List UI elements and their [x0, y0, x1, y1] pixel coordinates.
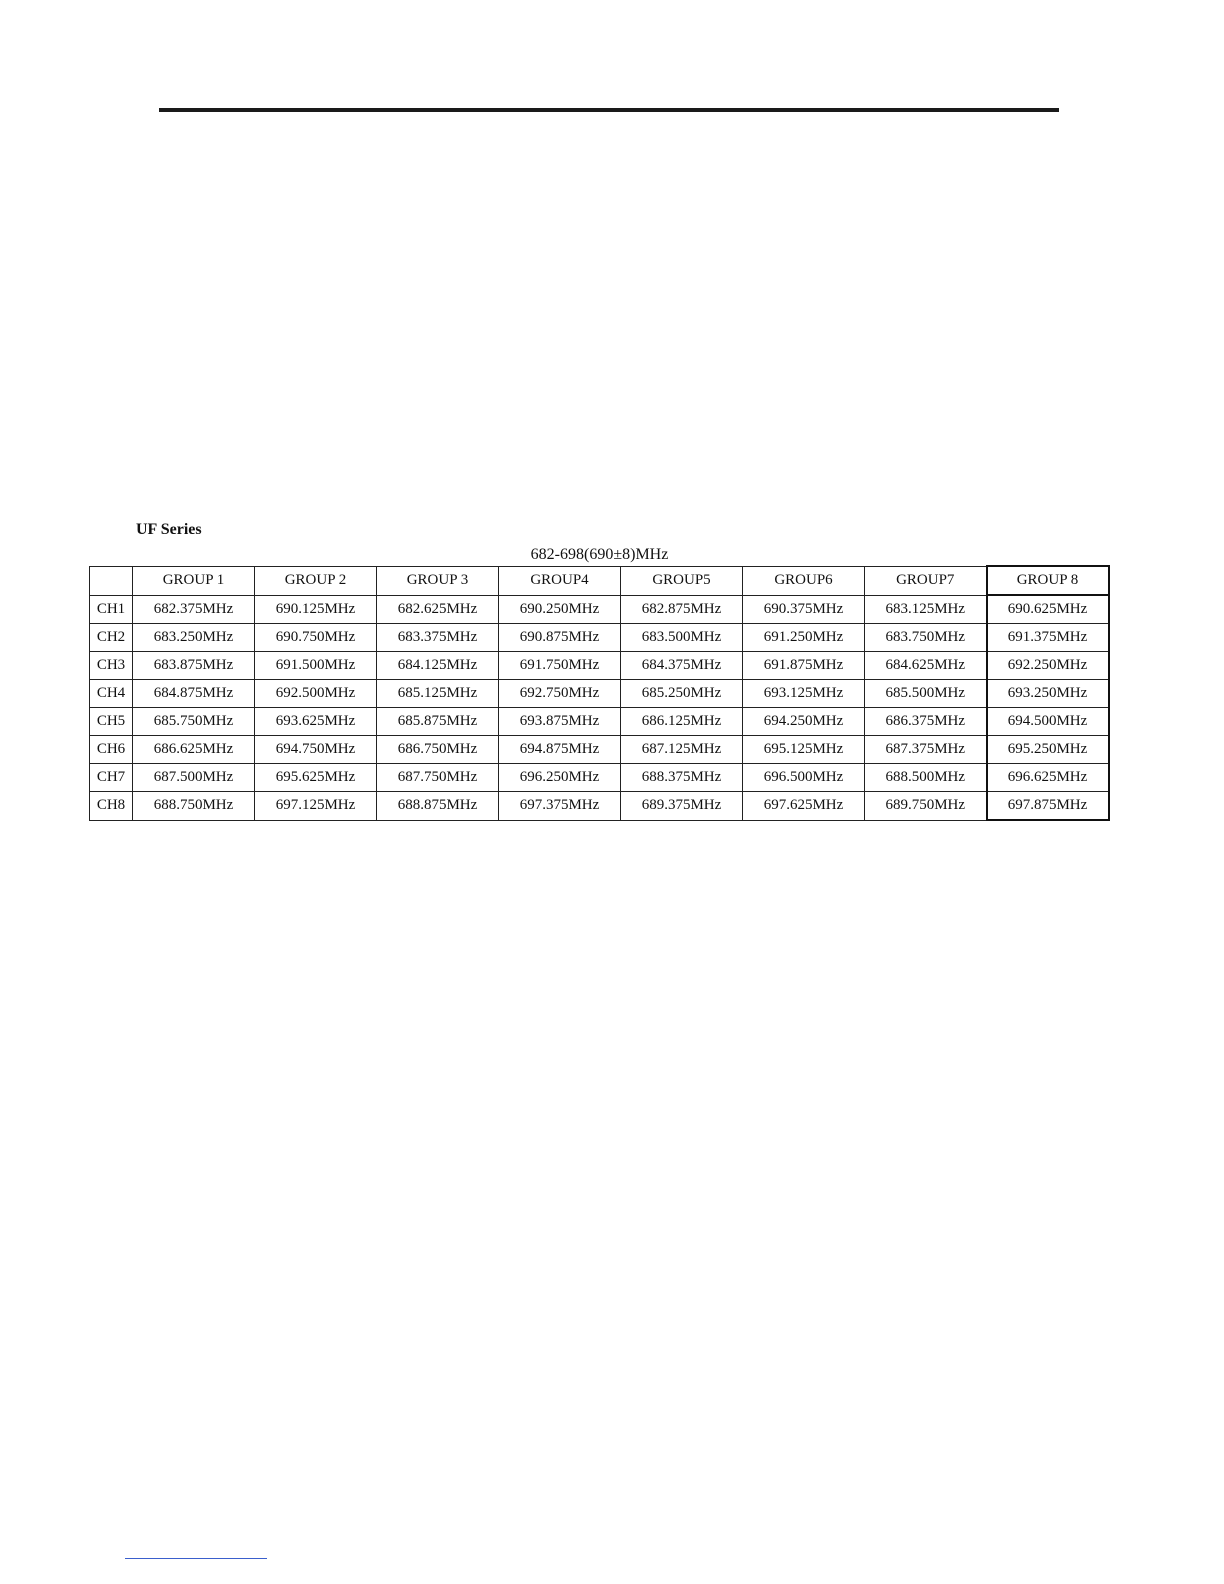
frequency-cell: 686.375MHz — [865, 708, 987, 736]
frequency-cell: 683.500MHz — [621, 624, 743, 652]
frequency-cell: 688.875MHz — [377, 792, 499, 821]
frequency-cell: 693.250MHz — [987, 680, 1109, 708]
table-row — [90, 680, 1109, 708]
frequency-cell: 683.125MHz — [865, 595, 987, 624]
frequency-cell: 686.750MHz — [377, 736, 499, 764]
frequency-cell: 689.750MHz — [865, 792, 987, 821]
frequency-cell: 682.625MHz — [377, 595, 499, 624]
frequency-cell: 693.625MHz — [255, 708, 377, 736]
table-row — [90, 708, 1109, 736]
frequency-cell: 686.125MHz — [621, 708, 743, 736]
channel-label: CH6 — [90, 736, 133, 764]
band-caption: 682-698(690±8)MHz — [530, 546, 669, 563]
frequency-cell: 691.875MHz — [743, 652, 865, 680]
frequency-cell: 691.250MHz — [743, 624, 865, 652]
frequency-cell: 687.750MHz — [377, 764, 499, 792]
frequency-cell: 685.250MHz — [621, 680, 743, 708]
frequency-cell: 688.500MHz — [865, 764, 987, 792]
frequency-cell: 685.500MHz — [865, 680, 987, 708]
frequency-cell: 688.375MHz — [621, 764, 743, 792]
frequency-cell: 696.625MHz — [987, 764, 1109, 792]
table-row — [90, 764, 1109, 792]
channel-label: CH5 — [90, 708, 133, 736]
channel-label: CH7 — [90, 764, 133, 792]
frequency-cell: 694.500MHz — [987, 708, 1109, 736]
frequency-cell: 694.250MHz — [743, 708, 865, 736]
frequency-cell: 690.625MHz — [987, 595, 1109, 624]
footer-underline — [125, 1558, 267, 1559]
table-body — [90, 595, 1109, 820]
frequency-cell: 690.875MHz — [499, 624, 621, 652]
table-header — [90, 566, 1109, 595]
frequency-cell: 684.125MHz — [377, 652, 499, 680]
frequency-cell: 683.750MHz — [865, 624, 987, 652]
group-header: GROUP4 — [499, 566, 621, 595]
frequency-cell: 687.125MHz — [621, 736, 743, 764]
channel-label: CH4 — [90, 680, 133, 708]
frequency-cell: 684.875MHz — [133, 680, 255, 708]
frequency-cell: 685.750MHz — [133, 708, 255, 736]
frequency-cell: 690.750MHz — [255, 624, 377, 652]
frequency-cell: 695.250MHz — [987, 736, 1109, 764]
frequency-cell: 695.125MHz — [743, 736, 865, 764]
frequency-cell: 693.875MHz — [499, 708, 621, 736]
frequency-cell: 696.250MHz — [499, 764, 621, 792]
frequency-cell: 683.875MHz — [133, 652, 255, 680]
channel-label: CH2 — [90, 624, 133, 652]
frequency-cell: 691.375MHz — [987, 624, 1109, 652]
frequency-cell: 690.250MHz — [499, 595, 621, 624]
frequency-cell: 695.625MHz — [255, 764, 377, 792]
series-title: UF Series — [136, 521, 202, 538]
channel-label: CH3 — [90, 652, 133, 680]
table-row — [90, 736, 1109, 764]
frequency-cell: 684.625MHz — [865, 652, 987, 680]
table-row — [90, 792, 1109, 821]
frequency-cell: 683.250MHz — [133, 624, 255, 652]
frequency-cell: 682.875MHz — [621, 595, 743, 624]
group-header: GROUP 8 — [987, 566, 1109, 595]
frequency-cell: 691.750MHz — [499, 652, 621, 680]
frequency-table — [89, 565, 1110, 821]
frequency-cell: 692.500MHz — [255, 680, 377, 708]
frequency-cell: 688.750MHz — [133, 792, 255, 821]
frequency-cell: 694.875MHz — [499, 736, 621, 764]
group-header: GROUP 3 — [377, 566, 499, 595]
frequency-cell: 687.375MHz — [865, 736, 987, 764]
header-row — [90, 566, 1109, 595]
frequency-cell: 696.500MHz — [743, 764, 865, 792]
channel-label: CH1 — [90, 595, 133, 624]
frequency-cell: 697.375MHz — [499, 792, 621, 821]
corner-cell — [90, 566, 133, 595]
frequency-cell: 693.125MHz — [743, 680, 865, 708]
table-row — [90, 652, 1109, 680]
frequency-cell: 691.500MHz — [255, 652, 377, 680]
frequency-cell: 689.375MHz — [621, 792, 743, 821]
frequency-cell: 684.375MHz — [621, 652, 743, 680]
frequency-cell: 690.375MHz — [743, 595, 865, 624]
frequency-cell: 685.125MHz — [377, 680, 499, 708]
group-header: GROUP7 — [865, 566, 987, 595]
frequency-cell: 692.750MHz — [499, 680, 621, 708]
frequency-cell: 692.250MHz — [987, 652, 1109, 680]
frequency-cell: 683.375MHz — [377, 624, 499, 652]
frequency-cell: 697.625MHz — [743, 792, 865, 821]
frequency-cell: 682.375MHz — [133, 595, 255, 624]
frequency-cell: 694.750MHz — [255, 736, 377, 764]
frequency-cell: 697.875MHz — [987, 792, 1109, 821]
frequency-cell: 697.125MHz — [255, 792, 377, 821]
frequency-cell: 690.125MHz — [255, 595, 377, 624]
frequency-cell: 685.875MHz — [377, 708, 499, 736]
group-header: GROUP 1 — [133, 566, 255, 595]
frequency-cell: 686.625MHz — [133, 736, 255, 764]
channel-label: CH8 — [90, 792, 133, 821]
table-row — [90, 624, 1109, 652]
group-header: GROUP6 — [743, 566, 865, 595]
frequency-cell: 687.500MHz — [133, 764, 255, 792]
header-rule — [159, 108, 1059, 112]
group-header: GROUP5 — [621, 566, 743, 595]
table-row — [90, 595, 1109, 624]
group-header: GROUP 2 — [255, 566, 377, 595]
